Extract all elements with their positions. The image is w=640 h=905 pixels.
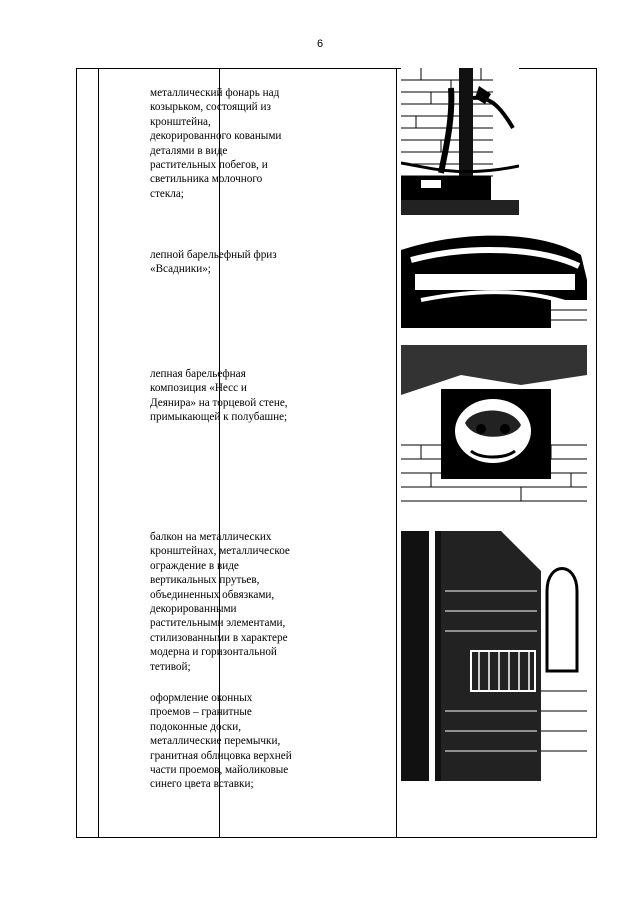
page-number: 6 [316, 38, 324, 50]
description-bas-relief: лепная барельефная композиция «Несс и Деянира» на торцевой стене, примыкающей к полубашне; [150, 368, 288, 424]
description-frieze: лепной барельефный фриз «Всадники»; [150, 249, 277, 276]
description-lantern: металлический фонарь над козырьком, состоящий из кронштейна, декорированного коваными деталями в виде растительных побегов, и светильника молочного стекла; [150, 87, 282, 200]
lantern-photo [401, 68, 519, 215]
description-balcony: балкон на металлических кронштейнах, металлическое ограждение в виде вертикальных прутьев, объединенных обвязками, декорированными растительными элементами, стилизованными в характере модерна и горизонтальной тетивой; [150, 531, 290, 673]
column-divider-1 [98, 69, 99, 837]
balcony-photo [401, 531, 587, 781]
column-divider-3 [396, 69, 397, 837]
description-window-openings: оформление оконных проемов – гранитные подоконные доски, металлические перемычки, гранитная облицовка верхней части проемов, майоликовые синего цвета вставки; [150, 692, 292, 791]
bas-relief-photo [401, 345, 587, 515]
frieze-photo [401, 230, 587, 328]
